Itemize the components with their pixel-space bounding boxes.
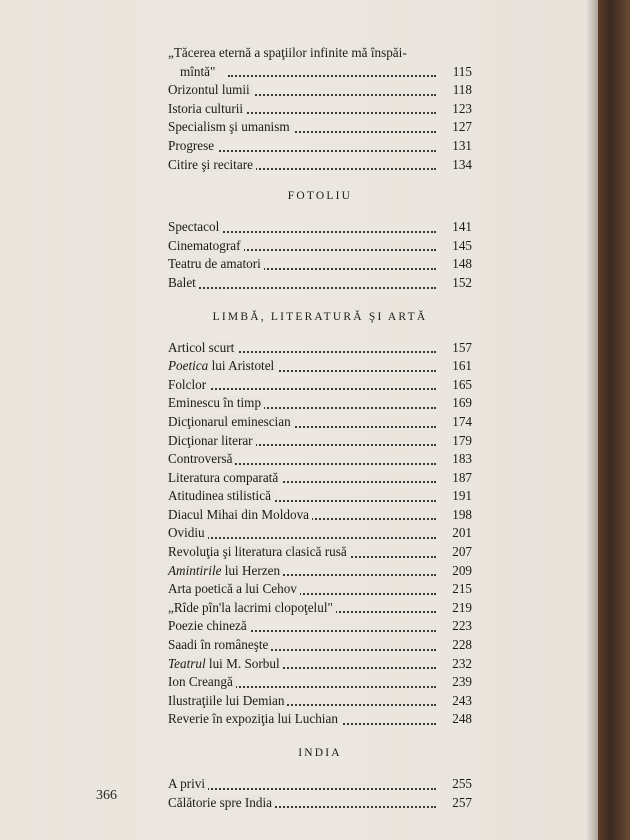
toc-page-number: 187 [438, 469, 472, 488]
toc-title: Spectacol [168, 219, 222, 234]
toc-title: Teatru de amatori [168, 256, 264, 271]
toc-title: Arta poetică a lui Cehov [168, 581, 300, 596]
toc-title: Progrese [168, 138, 217, 153]
toc-title-italic: Teatrul [168, 655, 206, 671]
toc-title-italic: Amintirile [168, 562, 222, 578]
toc-page-number: 255 [438, 775, 472, 794]
toc-entry [168, 487, 472, 506]
toc-page-number: 198 [438, 506, 472, 525]
toc-entry [168, 692, 472, 711]
toc-page-number: 183 [438, 450, 472, 469]
toc-page-number: 131 [438, 137, 472, 156]
toc-entry [168, 274, 472, 293]
toc-title: Orizontul lumii [168, 82, 253, 97]
toc-page-number: 127 [438, 118, 472, 137]
toc-entry [168, 580, 472, 599]
toc-entry [168, 357, 472, 376]
toc-title: Articol scurt [168, 340, 237, 355]
toc-page-number: 207 [438, 543, 472, 562]
toc-title: Saadi în româneşte [168, 637, 271, 652]
toc-page-number: 243 [438, 692, 472, 711]
toc-title [168, 358, 277, 373]
toc-entry [168, 394, 472, 413]
toc-title: Citire şi recitare [168, 157, 256, 172]
toc-page-number: 219 [438, 599, 472, 618]
toc-entry [168, 432, 472, 451]
toc-entry [168, 775, 472, 794]
section-heading-fotoliu: FOTOLIU [287, 190, 353, 203]
toc-title: Literatura comparată [168, 470, 281, 485]
page-number: 366 [96, 788, 117, 803]
toc-title [168, 563, 283, 578]
toc-page-number: 118 [438, 81, 472, 100]
table-of-contents [168, 44, 472, 812]
toc-page-number: 201 [438, 524, 472, 543]
toc-title: A privi [168, 776, 208, 791]
toc-entry [168, 562, 472, 581]
toc-group-4 [168, 775, 472, 812]
toc-page-number: 161 [438, 357, 472, 376]
toc-entry [168, 413, 472, 432]
toc-page-number: 191 [438, 487, 472, 506]
book-binding-edge [598, 0, 630, 840]
dot-leader [168, 788, 436, 790]
toc-title-italic: Poetica [168, 358, 209, 374]
toc-entry [168, 339, 472, 358]
toc-entry [168, 44, 472, 81]
toc-page-number: 179 [438, 432, 472, 451]
toc-title: Reverie în expoziţia lui Luchian [168, 711, 341, 726]
toc-title: Balet [168, 275, 199, 290]
section-heading-limba: LIMBĂ, LITERATURĂ ŞI ARTĂ [212, 310, 428, 323]
toc-page-number: 257 [438, 794, 472, 813]
dot-leader [168, 287, 436, 289]
toc-entry [168, 655, 472, 674]
toc-page-number: 169 [438, 394, 472, 413]
toc-page-number: 115 [438, 63, 472, 82]
page-edge-shadow [586, 0, 598, 840]
toc-title: Ovidiu [168, 525, 208, 540]
toc-page-number: 148 [438, 255, 472, 274]
toc-page-number: 157 [438, 339, 472, 358]
toc-page-number: 174 [438, 413, 472, 432]
toc-entry [168, 794, 472, 813]
toc-entry [168, 237, 472, 256]
toc-entry [168, 710, 472, 729]
toc-title: „Rîde pîn'la lacrimi clopoţelul" [168, 600, 336, 615]
toc-entry [168, 255, 472, 274]
toc-page-number: 145 [438, 237, 472, 256]
dot-leader [168, 537, 436, 539]
toc-page-number: 239 [438, 673, 472, 692]
toc-entry [168, 218, 472, 237]
toc-title: Revoluţia şi literatura clasică rusă [168, 544, 350, 559]
toc-entry [168, 100, 472, 119]
dot-leader [228, 75, 436, 77]
toc-group-1 [168, 44, 472, 174]
toc-entry [168, 506, 472, 525]
toc-page-number: 228 [438, 636, 472, 655]
toc-title-line2: mîntă" [180, 63, 218, 82]
toc-page-number: 123 [438, 100, 472, 119]
toc-title: Cinematograf [168, 238, 244, 253]
toc-page-number: 215 [438, 580, 472, 599]
toc-title: Ilustraţiile lui Demian [168, 693, 287, 708]
toc-group-3 [168, 339, 472, 729]
toc-title: Istoria culturii [168, 101, 246, 116]
toc-entry [168, 137, 472, 156]
toc-entry [168, 469, 472, 488]
toc-entry [168, 599, 472, 618]
toc-page-number: 232 [438, 655, 472, 674]
toc-entry [168, 636, 472, 655]
section-heading-india: INDIA [298, 747, 342, 759]
toc-title: Călătorie spre India [168, 795, 275, 810]
toc-title: Poezie chineză [168, 618, 250, 633]
toc-entry [168, 81, 472, 100]
toc-entry [168, 524, 472, 543]
toc-page-number: 209 [438, 562, 472, 581]
toc-entry [168, 543, 472, 562]
toc-entry [168, 617, 472, 636]
toc-page-number: 165 [438, 376, 472, 395]
toc-entry [168, 156, 472, 175]
toc-group-2 [168, 218, 472, 292]
toc-title [168, 656, 283, 671]
toc-entry [168, 118, 472, 137]
toc-title: Atitudinea stilistică [168, 488, 274, 503]
toc-entry [168, 673, 472, 692]
toc-entry [168, 376, 472, 395]
toc-title: Eminescu în timp [168, 395, 264, 410]
toc-page-number: 141 [438, 218, 472, 237]
toc-title: Diacul Mihai din Moldova [168, 507, 312, 522]
toc-title-line1: „Tăcerea eternă a spaţiilor infinite mă înspăi- [168, 45, 407, 60]
toc-title-rest: lui Aristotel [208, 358, 275, 374]
toc-title: Dicţionarul eminescian [168, 414, 294, 429]
toc-title: Folclor [168, 377, 209, 392]
toc-title: Ion Creangă [168, 674, 236, 689]
toc-title: Controversă [168, 451, 235, 466]
toc-title-rest: lui M. Sorbul [205, 655, 280, 671]
toc-title: Specialism şi umanism [168, 119, 293, 134]
toc-entry [168, 450, 472, 469]
toc-page-number: 248 [438, 710, 472, 729]
toc-page-number: 223 [438, 617, 472, 636]
toc-page-number: 134 [438, 156, 472, 175]
toc-title-rest: lui Herzen [221, 562, 281, 578]
toc-title: Dicţionar literar [168, 433, 256, 448]
toc-page-number: 152 [438, 274, 472, 293]
